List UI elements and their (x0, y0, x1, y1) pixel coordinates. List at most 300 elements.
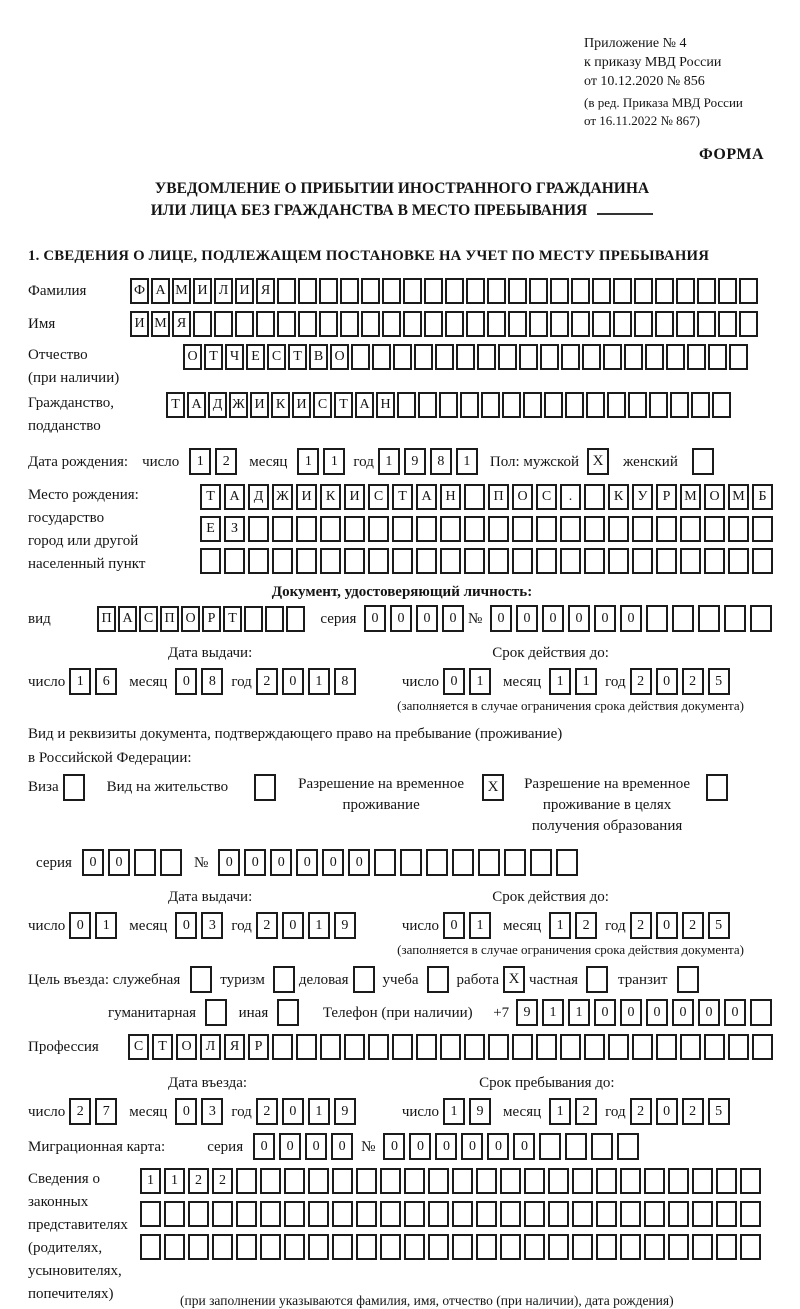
repr-char-box[interactable] (260, 1234, 281, 1260)
phone-digit-box[interactable]: 0 (620, 999, 642, 1026)
citizenship-char-box[interactable]: Т (166, 392, 185, 418)
repr-char-box[interactable] (356, 1168, 377, 1194)
birthplace-char-box[interactable] (752, 548, 773, 574)
repr-char-box[interactable]: 1 (164, 1168, 185, 1194)
birthplace-char-box[interactable] (536, 516, 557, 542)
patronymic-char-box[interactable] (414, 344, 433, 370)
birthplace-char-box[interactable]: Д (248, 484, 269, 510)
sex-female-checkbox[interactable] (692, 448, 714, 475)
name-char-box[interactable] (193, 311, 212, 337)
doc-kind-char-box[interactable] (265, 606, 284, 632)
doc-kind-char-box[interactable]: Р (202, 606, 221, 632)
birthplace-char-box[interactable] (344, 548, 365, 574)
repr-char-box[interactable] (140, 1201, 161, 1227)
profession-char-box[interactable] (560, 1034, 581, 1060)
mig-number-box[interactable]: 0 (487, 1133, 509, 1160)
surname-char-box[interactable] (487, 278, 506, 304)
visa-checkbox[interactable] (63, 774, 85, 801)
birthplace-char-box[interactable] (440, 548, 461, 574)
repr-char-box[interactable] (188, 1234, 209, 1260)
patronymic-char-box[interactable] (624, 344, 643, 370)
citizenship-char-box[interactable] (649, 392, 668, 418)
repr-char-box[interactable] (620, 1168, 641, 1194)
repr-char-box[interactable] (716, 1168, 737, 1194)
name-char-box[interactable] (613, 311, 632, 337)
repr-char-box[interactable] (428, 1234, 449, 1260)
repr-char-box[interactable]: 1 (140, 1168, 161, 1194)
repr-char-box[interactable] (476, 1168, 497, 1194)
repr-char-box[interactable] (716, 1234, 737, 1260)
patronymic-char-box[interactable]: Е (246, 344, 265, 370)
citizenship-char-box[interactable] (712, 392, 731, 418)
surname-char-box[interactable]: М (172, 278, 191, 304)
mig-number-box[interactable] (617, 1133, 639, 1160)
birthplace-char-box[interactable] (728, 516, 749, 542)
stay-year-box[interactable]: 5 (708, 1098, 730, 1125)
doc-kind-char-box[interactable]: С (139, 606, 158, 632)
permit-number-box[interactable] (400, 849, 422, 876)
profession-char-box[interactable] (296, 1034, 317, 1060)
surname-char-box[interactable] (739, 278, 758, 304)
permit-number-box[interactable]: 0 (348, 849, 370, 876)
repr-char-box[interactable] (572, 1201, 593, 1227)
citizenship-char-box[interactable] (586, 392, 605, 418)
repr-char-box[interactable] (212, 1201, 233, 1227)
permit-number-box[interactable] (504, 849, 526, 876)
purpose-study-checkbox[interactable] (427, 966, 449, 993)
birthplace-char-box[interactable] (536, 548, 557, 574)
entry-year-box[interactable]: 0 (282, 1098, 304, 1125)
doc-kind-char-box[interactable] (286, 606, 305, 632)
birthplace-char-box[interactable]: С (368, 484, 389, 510)
birthplace-char-box[interactable] (464, 548, 485, 574)
permit-series-box[interactable]: 0 (108, 849, 130, 876)
permit-number-box[interactable]: 0 (296, 849, 318, 876)
permit-series-box[interactable] (160, 849, 182, 876)
name-char-box[interactable] (382, 311, 401, 337)
birthplace-char-box[interactable] (752, 516, 773, 542)
surname-char-box[interactable]: И (193, 278, 212, 304)
repr-char-box[interactable] (692, 1168, 713, 1194)
permit-valid-year-box[interactable]: 2 (630, 912, 652, 939)
repr-char-box[interactable] (716, 1201, 737, 1227)
doc-number-box[interactable] (646, 605, 668, 632)
patronymic-char-box[interactable]: О (183, 344, 202, 370)
surname-char-box[interactable] (634, 278, 653, 304)
citizenship-char-box[interactable]: Т (334, 392, 353, 418)
permit-number-box[interactable]: 0 (322, 849, 344, 876)
birthplace-char-box[interactable] (416, 516, 437, 542)
repr-char-box[interactable] (404, 1201, 425, 1227)
surname-char-box[interactable]: Л (214, 278, 233, 304)
patronymic-char-box[interactable]: Т (204, 344, 223, 370)
doc-series-box[interactable]: 0 (390, 605, 412, 632)
doc-issue-year-box[interactable]: 1 (308, 668, 330, 695)
name-char-box[interactable] (340, 311, 359, 337)
profession-char-box[interactable] (584, 1034, 605, 1060)
birthplace-char-box[interactable]: З (224, 516, 245, 542)
repr-char-box[interactable] (428, 1168, 449, 1194)
name-char-box[interactable] (403, 311, 422, 337)
entry-year-box[interactable]: 1 (308, 1098, 330, 1125)
patronymic-char-box[interactable]: В (309, 344, 328, 370)
repr-char-box[interactable] (692, 1234, 713, 1260)
name-char-box[interactable] (424, 311, 443, 337)
name-char-box[interactable] (277, 311, 296, 337)
patronymic-char-box[interactable] (645, 344, 664, 370)
mig-number-box[interactable]: 0 (409, 1133, 431, 1160)
doc-issue-year-box[interactable]: 8 (334, 668, 356, 695)
citizenship-char-box[interactable]: Д (208, 392, 227, 418)
repr-char-box[interactable]: 2 (212, 1168, 233, 1194)
stay-month-box[interactable]: 2 (575, 1098, 597, 1125)
name-char-box[interactable] (235, 311, 254, 337)
stay-day-box[interactable]: 1 (443, 1098, 465, 1125)
patronymic-char-box[interactable]: С (267, 344, 286, 370)
patronymic-char-box[interactable]: О (330, 344, 349, 370)
repr-char-box[interactable] (500, 1234, 521, 1260)
repr-char-box[interactable] (332, 1201, 353, 1227)
birthplace-char-box[interactable] (680, 548, 701, 574)
patronymic-char-box[interactable] (708, 344, 727, 370)
birthplace-char-box[interactable]: И (344, 484, 365, 510)
purpose-official-checkbox[interactable] (190, 966, 212, 993)
profession-char-box[interactable]: О (176, 1034, 197, 1060)
doc-issue-month-box[interactable]: 0 (175, 668, 197, 695)
name-char-box[interactable] (592, 311, 611, 337)
permit-issue-year-box[interactable]: 1 (308, 912, 330, 939)
patronymic-char-box[interactable] (351, 344, 370, 370)
surname-char-box[interactable] (508, 278, 527, 304)
citizenship-char-box[interactable]: Ж (229, 392, 248, 418)
profession-char-box[interactable]: Я (224, 1034, 245, 1060)
patronymic-char-box[interactable] (498, 344, 517, 370)
name-char-box[interactable] (739, 311, 758, 337)
birthplace-char-box[interactable] (608, 548, 629, 574)
patronymic-char-box[interactable] (540, 344, 559, 370)
citizenship-char-box[interactable] (565, 392, 584, 418)
repr-char-box[interactable] (692, 1201, 713, 1227)
entry-month-box[interactable]: 3 (201, 1098, 223, 1125)
patronymic-char-box[interactable] (729, 344, 748, 370)
birthplace-char-box[interactable] (656, 516, 677, 542)
permit-valid-day-box[interactable]: 1 (469, 912, 491, 939)
doc-number-box[interactable] (672, 605, 694, 632)
surname-char-box[interactable]: А (151, 278, 170, 304)
profession-char-box[interactable]: Р (248, 1034, 269, 1060)
birthplace-char-box[interactable] (584, 516, 605, 542)
repr-char-box[interactable] (524, 1234, 545, 1260)
phone-digit-box[interactable]: 0 (724, 999, 746, 1026)
doc-number-box[interactable] (724, 605, 746, 632)
entry-day-box[interactable]: 7 (95, 1098, 117, 1125)
surname-char-box[interactable]: Я (256, 278, 275, 304)
permit-valid-month-box[interactable]: 1 (549, 912, 571, 939)
doc-number-box[interactable]: 0 (490, 605, 512, 632)
birthplace-char-box[interactable] (584, 548, 605, 574)
doc-number-box[interactable]: 0 (568, 605, 590, 632)
birthplace-char-box[interactable]: Р (656, 484, 677, 510)
birthplace-char-box[interactable] (368, 548, 389, 574)
repr-char-box[interactable] (572, 1234, 593, 1260)
repr-char-box[interactable] (284, 1201, 305, 1227)
doc-number-box[interactable] (698, 605, 720, 632)
birthplace-char-box[interactable] (416, 548, 437, 574)
birthplace-char-box[interactable]: А (224, 484, 245, 510)
surname-char-box[interactable] (466, 278, 485, 304)
birth-year-box[interactable]: 8 (430, 448, 452, 475)
surname-char-box[interactable] (340, 278, 359, 304)
repr-char-box[interactable] (284, 1168, 305, 1194)
profession-char-box[interactable] (320, 1034, 341, 1060)
birthplace-char-box[interactable]: П (488, 484, 509, 510)
repr-char-box[interactable] (548, 1234, 569, 1260)
repr-char-box[interactable] (212, 1234, 233, 1260)
surname-char-box[interactable] (361, 278, 380, 304)
citizenship-char-box[interactable]: И (250, 392, 269, 418)
profession-char-box[interactable] (272, 1034, 293, 1060)
surname-char-box[interactable]: Ф (130, 278, 149, 304)
permit-issue-year-box[interactable]: 9 (334, 912, 356, 939)
mig-series-box[interactable]: 0 (331, 1133, 353, 1160)
repr-char-box[interactable] (500, 1201, 521, 1227)
birthplace-char-box[interactable] (608, 516, 629, 542)
patronymic-char-box[interactable] (435, 344, 454, 370)
repr-char-box[interactable] (476, 1201, 497, 1227)
name-char-box[interactable]: И (130, 311, 149, 337)
purpose-transit-checkbox[interactable] (677, 966, 699, 993)
doc-series-box[interactable]: 0 (442, 605, 464, 632)
repr-char-box[interactable] (524, 1201, 545, 1227)
mig-number-box[interactable] (591, 1133, 613, 1160)
birthplace-char-box[interactable] (560, 548, 581, 574)
doc-number-box[interactable]: 0 (542, 605, 564, 632)
repr-char-box[interactable] (356, 1234, 377, 1260)
birthplace-char-box[interactable] (656, 548, 677, 574)
birthplace-char-box[interactable] (296, 516, 317, 542)
temp-permit-checkbox[interactable]: X (482, 774, 504, 801)
birthplace-char-box[interactable]: О (704, 484, 725, 510)
birthplace-char-box[interactable] (488, 548, 509, 574)
doc-kind-char-box[interactable]: Т (223, 606, 242, 632)
stay-year-box[interactable]: 2 (682, 1098, 704, 1125)
repr-char-box[interactable] (380, 1201, 401, 1227)
birthplace-char-box[interactable]: Н (440, 484, 461, 510)
name-char-box[interactable] (487, 311, 506, 337)
name-char-box[interactable] (256, 311, 275, 337)
stay-year-box[interactable]: 0 (656, 1098, 678, 1125)
edu-permit-checkbox[interactable] (706, 774, 728, 801)
citizenship-char-box[interactable]: К (271, 392, 290, 418)
patronymic-char-box[interactable] (582, 344, 601, 370)
repr-char-box[interactable] (452, 1234, 473, 1260)
citizenship-char-box[interactable] (523, 392, 542, 418)
phone-digit-box[interactable] (750, 999, 772, 1026)
repr-char-box[interactable] (572, 1168, 593, 1194)
phone-digit-box[interactable]: 0 (672, 999, 694, 1026)
stay-month-box[interactable]: 1 (549, 1098, 571, 1125)
doc-valid-month-box[interactable]: 1 (549, 668, 571, 695)
profession-char-box[interactable]: Т (152, 1034, 173, 1060)
doc-kind-char-box[interactable] (244, 606, 263, 632)
surname-char-box[interactable] (445, 278, 464, 304)
repr-char-box[interactable] (668, 1168, 689, 1194)
repr-char-box[interactable] (452, 1168, 473, 1194)
profession-char-box[interactable] (680, 1034, 701, 1060)
birthplace-char-box[interactable]: М (728, 484, 749, 510)
birthplace-char-box[interactable] (296, 548, 317, 574)
permit-number-box[interactable] (530, 849, 552, 876)
repr-char-box[interactable] (740, 1168, 761, 1194)
surname-char-box[interactable]: И (235, 278, 254, 304)
permit-valid-day-box[interactable]: 0 (443, 912, 465, 939)
patronymic-char-box[interactable] (372, 344, 391, 370)
birthplace-char-box[interactable] (272, 548, 293, 574)
repr-char-box[interactable] (476, 1234, 497, 1260)
citizenship-char-box[interactable]: С (313, 392, 332, 418)
repr-char-box[interactable] (236, 1201, 257, 1227)
phone-digit-box[interactable]: 1 (568, 999, 590, 1026)
birthplace-char-box[interactable] (632, 548, 653, 574)
birth-day-box[interactable]: 2 (215, 448, 237, 475)
mig-series-box[interactable]: 0 (279, 1133, 301, 1160)
purpose-tourism-checkbox[interactable] (273, 966, 295, 993)
doc-valid-year-box[interactable]: 2 (682, 668, 704, 695)
permit-number-box[interactable]: 0 (218, 849, 240, 876)
birthplace-char-box[interactable]: Т (200, 484, 221, 510)
permit-number-box[interactable] (478, 849, 500, 876)
birthplace-char-box[interactable] (512, 548, 533, 574)
birthplace-char-box[interactable]: С (536, 484, 557, 510)
patronymic-char-box[interactable] (687, 344, 706, 370)
repr-char-box[interactable] (548, 1168, 569, 1194)
birthplace-char-box[interactable] (320, 548, 341, 574)
mig-number-box[interactable]: 0 (461, 1133, 483, 1160)
profession-char-box[interactable] (368, 1034, 389, 1060)
birthplace-char-box[interactable] (200, 548, 221, 574)
citizenship-char-box[interactable]: И (292, 392, 311, 418)
phone-digit-box[interactable]: 0 (698, 999, 720, 1026)
profession-char-box[interactable] (656, 1034, 677, 1060)
permit-valid-month-box[interactable]: 2 (575, 912, 597, 939)
entry-month-box[interactable]: 0 (175, 1098, 197, 1125)
citizenship-char-box[interactable]: А (187, 392, 206, 418)
doc-issue-day-box[interactable]: 6 (95, 668, 117, 695)
name-char-box[interactable] (697, 311, 716, 337)
birthplace-char-box[interactable]: Б (752, 484, 773, 510)
patronymic-char-box[interactable] (561, 344, 580, 370)
repr-char-box[interactable] (428, 1201, 449, 1227)
surname-char-box[interactable] (571, 278, 590, 304)
birthplace-char-box[interactable] (632, 516, 653, 542)
repr-char-box[interactable] (308, 1201, 329, 1227)
repr-char-box[interactable] (380, 1168, 401, 1194)
repr-char-box[interactable] (668, 1201, 689, 1227)
entry-year-box[interactable]: 9 (334, 1098, 356, 1125)
birth-year-box[interactable]: 9 (404, 448, 426, 475)
birthplace-char-box[interactable]: Е (200, 516, 221, 542)
repr-char-box[interactable] (236, 1234, 257, 1260)
sex-male-checkbox[interactable]: X (587, 448, 609, 475)
permit-valid-year-box[interactable]: 5 (708, 912, 730, 939)
patronymic-char-box[interactable]: Т (288, 344, 307, 370)
surname-char-box[interactable] (592, 278, 611, 304)
birthplace-char-box[interactable] (560, 516, 581, 542)
citizenship-char-box[interactable]: Н (376, 392, 395, 418)
stay-year-box[interactable]: 2 (630, 1098, 652, 1125)
purpose-work-checkbox[interactable]: X (503, 966, 525, 993)
profession-char-box[interactable] (728, 1034, 749, 1060)
surname-char-box[interactable] (697, 278, 716, 304)
doc-series-box[interactable]: 0 (416, 605, 438, 632)
name-char-box[interactable] (655, 311, 674, 337)
permit-issue-year-box[interactable]: 0 (282, 912, 304, 939)
repr-char-box[interactable] (620, 1234, 641, 1260)
repr-char-box[interactable] (596, 1201, 617, 1227)
profession-char-box[interactable] (344, 1034, 365, 1060)
birthplace-char-box[interactable] (440, 516, 461, 542)
birthplace-char-box[interactable] (248, 516, 269, 542)
permit-number-box[interactable] (426, 849, 448, 876)
stay-day-box[interactable]: 9 (469, 1098, 491, 1125)
patronymic-char-box[interactable] (456, 344, 475, 370)
repr-char-box[interactable] (380, 1234, 401, 1260)
birthplace-char-box[interactable]: М (680, 484, 701, 510)
mig-number-box[interactable] (539, 1133, 561, 1160)
doc-number-box[interactable] (750, 605, 772, 632)
repr-char-box[interactable]: 2 (188, 1168, 209, 1194)
doc-valid-year-box[interactable]: 5 (708, 668, 730, 695)
name-char-box[interactable] (319, 311, 338, 337)
repr-char-box[interactable] (308, 1168, 329, 1194)
repr-char-box[interactable] (140, 1234, 161, 1260)
repr-char-box[interactable] (596, 1168, 617, 1194)
doc-valid-year-box[interactable]: 0 (656, 668, 678, 695)
doc-number-box[interactable]: 0 (516, 605, 538, 632)
surname-char-box[interactable] (298, 278, 317, 304)
birthplace-char-box[interactable] (464, 516, 485, 542)
mig-series-box[interactable]: 0 (253, 1133, 275, 1160)
birthplace-char-box[interactable] (248, 548, 269, 574)
repr-char-box[interactable] (596, 1234, 617, 1260)
birthplace-char-box[interactable]: Ж (272, 484, 293, 510)
patronymic-char-box[interactable] (477, 344, 496, 370)
birthplace-char-box[interactable] (680, 516, 701, 542)
citizenship-char-box[interactable] (439, 392, 458, 418)
mig-number-box[interactable]: 0 (513, 1133, 535, 1160)
purpose-private-checkbox[interactable] (586, 966, 608, 993)
permit-issue-month-box[interactable]: 3 (201, 912, 223, 939)
phone-digit-box[interactable]: 0 (594, 999, 616, 1026)
profession-char-box[interactable] (416, 1034, 437, 1060)
permit-issue-month-box[interactable]: 0 (175, 912, 197, 939)
repr-char-box[interactable] (164, 1234, 185, 1260)
birthplace-char-box[interactable]: К (608, 484, 629, 510)
name-char-box[interactable]: М (151, 311, 170, 337)
repr-char-box[interactable] (188, 1201, 209, 1227)
birthplace-char-box[interactable] (344, 516, 365, 542)
name-char-box[interactable] (676, 311, 695, 337)
repr-char-box[interactable] (548, 1201, 569, 1227)
surname-char-box[interactable] (277, 278, 296, 304)
repr-char-box[interactable] (524, 1168, 545, 1194)
birthplace-char-box[interactable] (704, 548, 725, 574)
profession-char-box[interactable] (704, 1034, 725, 1060)
birthplace-char-box[interactable] (512, 516, 533, 542)
citizenship-char-box[interactable]: А (355, 392, 374, 418)
surname-char-box[interactable] (676, 278, 695, 304)
birth-year-box[interactable]: 1 (456, 448, 478, 475)
